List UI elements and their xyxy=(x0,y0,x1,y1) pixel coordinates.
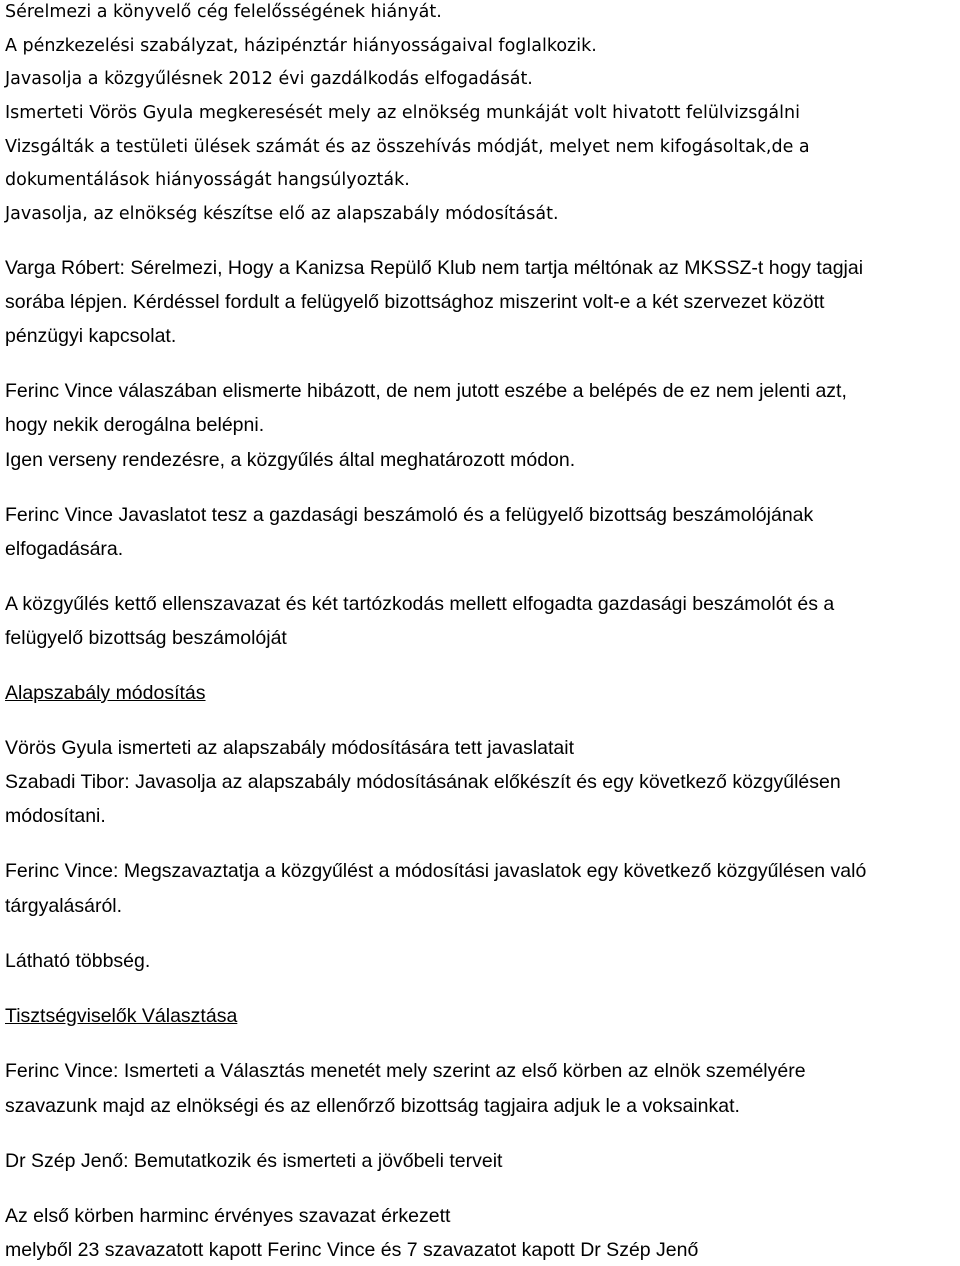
text-line: Látható többség. xyxy=(5,950,151,972)
text-line: hogy nekik derogálna belépni. xyxy=(5,414,265,436)
text-line: Javasolja a közgyűlésnek 2012 évi gazdálkodás elfogadását. xyxy=(5,69,533,89)
text-line: tárgyalásáról. xyxy=(5,895,123,917)
text-line: dokumentálások hiányosságát hangsúlyozták. xyxy=(5,170,410,190)
text-line: Ferinc Vince Javaslatot tesz a gazdasági beszámoló és a felügyelő bizottság beszámolójának xyxy=(5,504,814,526)
section-heading-bylaws: Alapszabály módosítás xyxy=(5,682,206,704)
text-line: Vörös Gyula ismerteti az alapszabály módosítására tett javaslatait xyxy=(5,737,575,759)
text-line: Ferinc Vince: Ismerteti a Választás menetét mely szerint az első körben az elnök személyére xyxy=(5,1060,806,1082)
text-line: Ferinc Vince: Megszavaztatja a közgyűlést a módosítási javaslatok egy következő közgyűlésen való xyxy=(5,860,867,882)
text-line: Dr Szép Jenő: Bemutatkozik és ismerteti a jövőbeli terveit xyxy=(5,1150,503,1172)
text-line: felügyelő bizottság beszámolóját xyxy=(5,627,287,649)
text-line: Ismerteti Vörös Gyula megkeresését mely az elnökség munkáját volt hivatott felülvizsgálni xyxy=(5,103,800,123)
text-line: Vizsgálták a testületi ülések számát és az összehívás módját, melyet nem kifogásoltak,de a xyxy=(5,137,810,157)
text-line: Javasolja, az elnökség készítse elő az alapszabály módosítását. xyxy=(5,204,559,224)
text-line: sorába lépjen. Kérdéssel fordult a felügyelő bizottsághoz miszerint volt-e a két szervezet között xyxy=(5,291,825,313)
text-line: Igen verseny rendezésre, a közgyűlés által meghatározott módon. xyxy=(5,449,576,471)
text-line: Ferinc Vince válaszában elismerte hibázott, de nem jutott eszébe a belépés de ez nem jelenti azt, xyxy=(5,380,847,402)
text-line: módosítani. xyxy=(5,805,106,827)
text-line: pénzügyi kapcsolat. xyxy=(5,325,177,347)
text-line: A közgyűlés kettő ellenszavazat és két tartózkodás mellett elfogadta gazdasági beszámolót és a xyxy=(5,593,835,615)
text-line: melyből 23 szavazatott kapott Ferinc Vince és 7 szavazatot kapott Dr Szép Jenő xyxy=(5,1239,699,1261)
text-line: Az első körben harminc érvényes szavazat érkezett xyxy=(5,1205,451,1227)
section-heading-elections: Tisztségviselők Választása xyxy=(5,1005,238,1027)
text-line: Sérelmezi a könyvelő cég felelősségének hiányát. xyxy=(5,2,442,22)
text-line: elfogadására. xyxy=(5,538,124,560)
text-line: A pénzkezelési szabályzat, házipénztár hiányosságaival foglalkozik. xyxy=(5,36,597,56)
text-line: Varga Róbert: Sérelmezi, Hogy a Kanizsa Repülő Klub nem tartja méltónak az MKSSZ-t hogy tagjai xyxy=(5,257,864,279)
text-line: Szabadi Tibor: Javasolja az alapszabály módosításának előkészít és egy következő közgyűlésen xyxy=(5,771,841,793)
text-line: szavazunk majd az elnökségi és az ellenőrző bizottság tagjaira adjuk le a voksainkat. xyxy=(5,1095,740,1117)
